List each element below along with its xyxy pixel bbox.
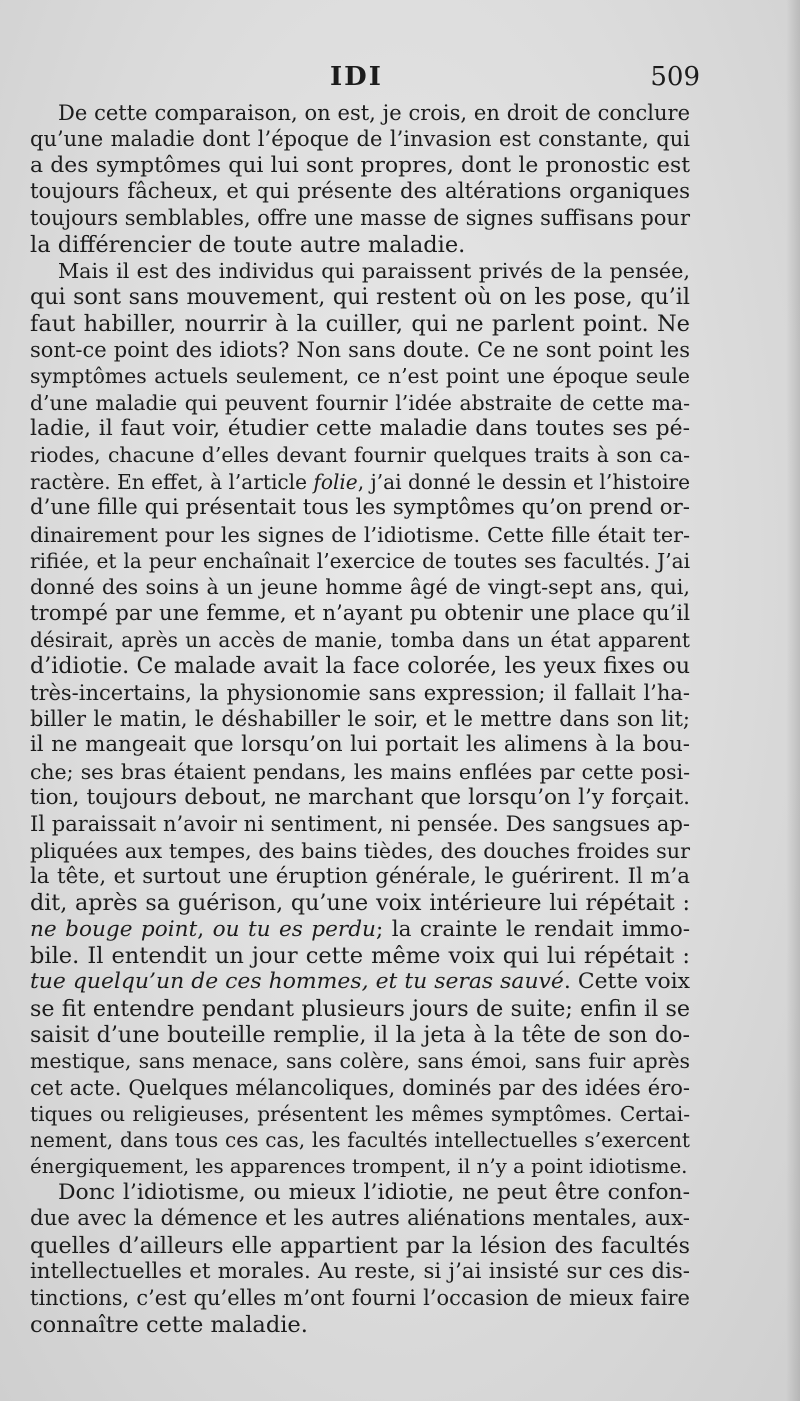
text-run: Il paraissait n’avoir ni sentiment, ni pensée. Des sangsues ap- [30, 812, 690, 837]
text-line [30, 153, 690, 179]
text-line [30, 337, 690, 363]
italic-text: ne bouge point [30, 916, 198, 942]
text-body [30, 100, 690, 1338]
text-run: qui sont sans mouvement, qui restent où on les pose, qu’il [30, 284, 690, 311]
text-run: connaître cette maladie. [30, 1311, 308, 1338]
text-run: Donc l’idiotisme, ou mieux l’idiotie, ne peut être confon- [58, 1180, 690, 1206]
text-line [30, 1259, 690, 1285]
paragraph [30, 1180, 690, 1338]
text-run: cet acte. Quelques mélancoliques, dominés par des idées éro- [30, 1075, 690, 1100]
text-line [30, 179, 690, 205]
text-run: qu’une maladie dont l’époque de l’invasion est constante, qui [30, 127, 690, 152]
text-line [30, 917, 690, 943]
text-run: sont-ce point des idiots? Non sans doute. Ce ne sont point les [30, 338, 690, 363]
text-run: trompé par une femme, et n’ayant pu obtenir une place qu’il [30, 600, 690, 626]
text-line [30, 1180, 690, 1206]
text-run: la différencier de toute autre maladie. [30, 231, 466, 258]
text-run: d’une maladie qui peuvent fournir l’idée abstraite de cette ma- [30, 390, 690, 415]
text-run: se fit entendre pendant plusieurs jours de suite; enfin il se [30, 995, 690, 1022]
text-run: , j’ai donné le dessin et l’histoire [357, 469, 690, 494]
text-line [30, 785, 690, 811]
text-run: d’idiotie. Ce malade avait la face colorée, les yeux fixes ou [30, 653, 690, 680]
text-run: saisit d’une bouteille remplie, il la jeta à la tête de son do- [30, 1022, 690, 1049]
text-line [30, 1048, 690, 1074]
text-run: ractère. En effet, à l’article [30, 469, 314, 494]
text-line [30, 390, 690, 416]
text-line [30, 706, 690, 732]
text-run: Mais il est des individus qui paraissent privés de la pensée, [58, 259, 690, 284]
text-run: toujours semblables, offre une masse de signes suffisans pour [30, 206, 690, 231]
text-line [30, 284, 690, 310]
text-line [30, 627, 690, 653]
running-head: IDI [330, 62, 383, 92]
text-run: symptômes actuels seulement, ce n’est point une époque seule [30, 364, 690, 389]
text-run: toujours fâcheux, et qui présente des altérations organiques [30, 179, 690, 205]
text-run: intellectuelles et morales. Au reste, si j’ai insisté sur ces dis- [30, 1259, 690, 1285]
text-line [30, 759, 690, 785]
text-run: De cette comparaison, on est, je crois, en droit de conclure [58, 101, 690, 125]
text-line [30, 363, 690, 389]
text-line [30, 232, 690, 258]
text-line [30, 1312, 690, 1338]
text-line [30, 838, 690, 864]
text-line [30, 601, 690, 627]
page-header [30, 62, 700, 102]
text-line [30, 495, 690, 521]
text-line [30, 969, 690, 995]
text-line [30, 864, 690, 890]
text-run: donné des soins à un jeune homme âgé de vingt-sept ans, qui, [30, 575, 690, 600]
text-run: la tête, et surtout une éruption générale, le guérirent. Il m’a [30, 863, 690, 889]
italic-text: ou tu es perdu [212, 916, 376, 942]
text-line [30, 1233, 690, 1259]
text-line [30, 522, 690, 548]
text-run: tion, toujours debout, ne marchant que lorsqu’on l’y forçait. [30, 784, 690, 810]
text-line [30, 680, 690, 706]
text-line [30, 311, 690, 337]
text-run: . Cette voix [563, 969, 690, 995]
text-line [30, 1075, 690, 1101]
text-line [30, 469, 690, 495]
text-line [30, 416, 690, 442]
text-run: quelles d’ailleurs elle appartient par la lésion des facultés [30, 1232, 690, 1259]
text-line [30, 1022, 690, 1048]
text-line [30, 1101, 690, 1127]
text-line [30, 943, 690, 969]
italic-text: folie [313, 469, 358, 494]
text-run: énergiquement, les apparences trompent, il n’y a point idiotisme. [30, 1154, 688, 1178]
text-run: dit, après sa guérison, qu’une voix intérieure lui répétait : [30, 890, 690, 917]
page-number: 509 [650, 62, 700, 92]
text-line [30, 1206, 690, 1232]
text-line [30, 732, 690, 758]
text-run: a des symptômes qui lui sont propres, dont le pronostic est [30, 152, 690, 178]
text-run: il ne mangeait que lorsqu’on lui portait les alimens à la bou- [30, 732, 690, 758]
text-run: très-incertains, la physionomie sans expression; il fallait l’ha- [30, 680, 690, 705]
text-run: mestique, sans menace, sans colère, sans émoi, sans fuir après [30, 1049, 690, 1074]
text-run: désirait, après un accès de manie, tomba dans un état apparent [30, 627, 690, 652]
text-run: tiques ou religieuses, présentent les mêmes symptômes. Certai- [30, 1102, 690, 1127]
text-line [30, 548, 690, 574]
text-run: nement, dans tous ces cas, les facultés intellectuelles s’exercent [30, 1128, 690, 1153]
paragraph [30, 100, 690, 258]
text-line [30, 653, 690, 679]
text-run: ladie, il faut voir, étudier cette maladie dans toutes ses pé- [30, 416, 690, 442]
text-run: riodes, chacune d’elles devant fournir quelques traits à son ca- [30, 443, 690, 468]
text-run: faut habiller, nourrir à la cuiller, qui ne parlent point. Ne [30, 310, 690, 337]
text-run: rifiée, et la peur enchaînait l’exercice de toutes ses facultés. J’ai [30, 548, 690, 573]
text-run: due avec la démence et les autres aliénations mentales, aux- [30, 1206, 690, 1232]
text-run: biller le matin, le déshabiller le soir, et le mettre dans son lit; [30, 706, 690, 731]
text-run: pliquées aux tempes, des bains tièdes, des douches froides sur [30, 838, 690, 863]
text-line [30, 996, 690, 1022]
text-line [30, 100, 690, 126]
text-line [30, 574, 690, 600]
text-line [30, 442, 690, 468]
text-line [30, 258, 690, 284]
text-run: bile. Il entendit un jour cette même voix qui lui répétait : [30, 943, 690, 969]
text-run: , [197, 916, 213, 942]
italic-text: tue quelqu’un de ces hommes, et tu seras sauvé [30, 969, 564, 995]
text-line [30, 1154, 690, 1180]
text-line [30, 126, 690, 152]
text-run: d’une fille qui présentait tous les symptômes qu’on prend or- [30, 495, 690, 521]
text-line [30, 890, 690, 916]
text-run: tinctions, c’est qu’elles m’ont fourni l’occasion de mieux faire [30, 1286, 690, 1311]
text-line [30, 811, 690, 837]
text-run: dinairement pour les signes de l’idiotisme. Cette fille était ter- [30, 522, 690, 547]
text-line [30, 205, 690, 231]
text-run: ; la crainte le rendait immo- [375, 916, 690, 942]
text-line [30, 1127, 690, 1153]
text-run: che; ses bras étaient pendans, les mains enflées par cette posi- [30, 759, 690, 784]
paragraph [30, 258, 690, 1180]
text-line [30, 1285, 690, 1311]
